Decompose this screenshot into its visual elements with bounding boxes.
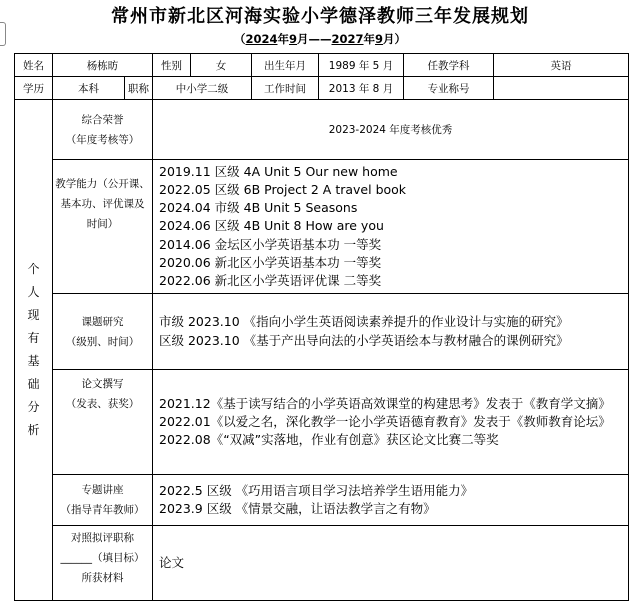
side-label (15, 100, 53, 601)
list-item: 区级 2023.10 《基于产出导向法的小学英语绘本与教材融合的课例研究》 (159, 332, 569, 348)
target-content: 论文 (153, 526, 629, 601)
papers-row (15, 370, 629, 475)
end-month: 9 (375, 32, 384, 46)
start-month: 9 (288, 32, 297, 46)
target-label (53, 526, 153, 601)
name-value: 杨栋昉 (53, 54, 153, 77)
teaching-label-line: 时间） (86, 218, 119, 230)
education-value: 本科 (53, 77, 125, 100)
plan-table (14, 53, 629, 601)
page-title: 常州市新北区河海实验小学德泽教师三年发展规划 (111, 6, 529, 27)
list-item: 2022.01《以爱之名，深化教学一论小学英语德育教育》发表于《教师教育论坛》 (159, 413, 611, 429)
plan-period (0, 31, 640, 47)
list-item: 2014.06 金坛区小学英语基本功 一等奖 (159, 236, 382, 252)
research-row (15, 294, 629, 370)
papers-content (153, 370, 629, 475)
basic-info-row-1 (15, 54, 629, 77)
list-item: 2023.9 区级 《情景交融，让语法教学言之有物》 (159, 501, 436, 516)
lectures-content (153, 475, 629, 526)
honors-label-line: 综合荣誉 (81, 113, 124, 126)
list-item: 2022.08《“双减”实落地，作业有创意》获区论文比赛二等奖 (159, 432, 499, 448)
teaching-content (153, 160, 629, 294)
basic-info-row-2 (15, 77, 629, 100)
lectures-label (53, 475, 153, 526)
papers-label-line: 论文撰写 (81, 378, 124, 390)
subject-value: 英语 (494, 54, 629, 77)
research-label-line: （级别、时间） (65, 335, 140, 348)
papers-label-line: （发表、获奖） (65, 398, 140, 410)
list-item: 2020.06 新北区小学英语基本功 一等奖 (159, 254, 382, 270)
list-item: 2024.04 市级 4B Unit 5 Seasons (159, 200, 358, 216)
teaching-label-line: 教学能力（公开课、 (55, 178, 150, 190)
list-item: 市级 2023.10 《指向小学生英语阅读素养提升的作业设计与实施的研究》 (159, 314, 569, 330)
period-open: （ (233, 32, 246, 46)
period-close: 月） (383, 32, 407, 46)
research-label (53, 294, 153, 370)
honors-row (15, 100, 629, 160)
list-item: 2022.05 区级 6B Project 2 A travel book (159, 181, 407, 197)
target-label-line: 所获材料 (81, 572, 124, 584)
work-label: 工作时间 (252, 77, 319, 100)
professional-value (494, 77, 629, 100)
start-year: 2024 (245, 32, 278, 46)
teaching-row (15, 160, 629, 294)
list-item: 2019.11 区级 4A Unit 5 Our new home (159, 163, 398, 179)
target-label-line: ______（填目标） (60, 552, 145, 564)
list-item: 2021.12《基于读写结合的小学英语高效课堂的构建思考》发表于《教育学文摘》 (159, 395, 611, 411)
research-label-line: 课题研究 (81, 315, 124, 328)
work-value: 2013 年 8 月 (319, 77, 404, 100)
teaching-label-line: 基本功、评优课及 (60, 198, 145, 210)
side-char: 析 (27, 423, 40, 437)
research-content (153, 294, 629, 370)
month-dash: 月—— (297, 32, 332, 46)
lectures-row (15, 475, 629, 526)
target-row (15, 526, 629, 601)
title-label: 职称 (125, 77, 153, 100)
professional-label: 专业称号 (404, 77, 494, 100)
education-label: 学历 (15, 77, 53, 100)
side-char: 分 (27, 400, 40, 414)
side-char: 现 (27, 308, 40, 322)
target-label-line: 对照拟评职称 (71, 532, 134, 544)
side-char: 人 (27, 285, 40, 299)
teaching-label (53, 160, 153, 294)
list-item: 2024.06 区级 4B Unit 8 How are you (159, 218, 384, 234)
honors-label (53, 100, 153, 160)
year-char-2: 年 (363, 32, 376, 46)
side-char: 个 (27, 262, 40, 276)
side-char: 基 (27, 354, 40, 368)
lectures-label-line: （指导青年教师） (60, 504, 145, 516)
side-char: 础 (27, 377, 40, 391)
title-value: 中小学二级 (153, 77, 252, 100)
gender-value: 女 (191, 54, 252, 77)
end-year: 2027 (331, 32, 364, 46)
list-item: 2022.5 区级 《巧用语言项目学习法培养学生语用能力》 (159, 482, 474, 498)
birth-label: 出生年月 (252, 54, 319, 77)
side-char: 有 (27, 331, 40, 345)
list-item: 2022.06 新北区小学英语评优课 二等奖 (159, 273, 382, 288)
honors-label-line: （年度考核等） (65, 133, 140, 146)
subject-label: 任教学科 (404, 54, 494, 77)
gender-label: 性别 (153, 54, 191, 77)
year-char: 年 (277, 32, 289, 46)
papers-label (53, 370, 153, 475)
birth-value: 1989 年 5 月 (319, 54, 404, 77)
name-label: 姓名 (15, 54, 53, 77)
lectures-label-line: 专题讲座 (81, 484, 124, 496)
honors-content: 2023-2024 年度考核优秀 (153, 100, 629, 160)
